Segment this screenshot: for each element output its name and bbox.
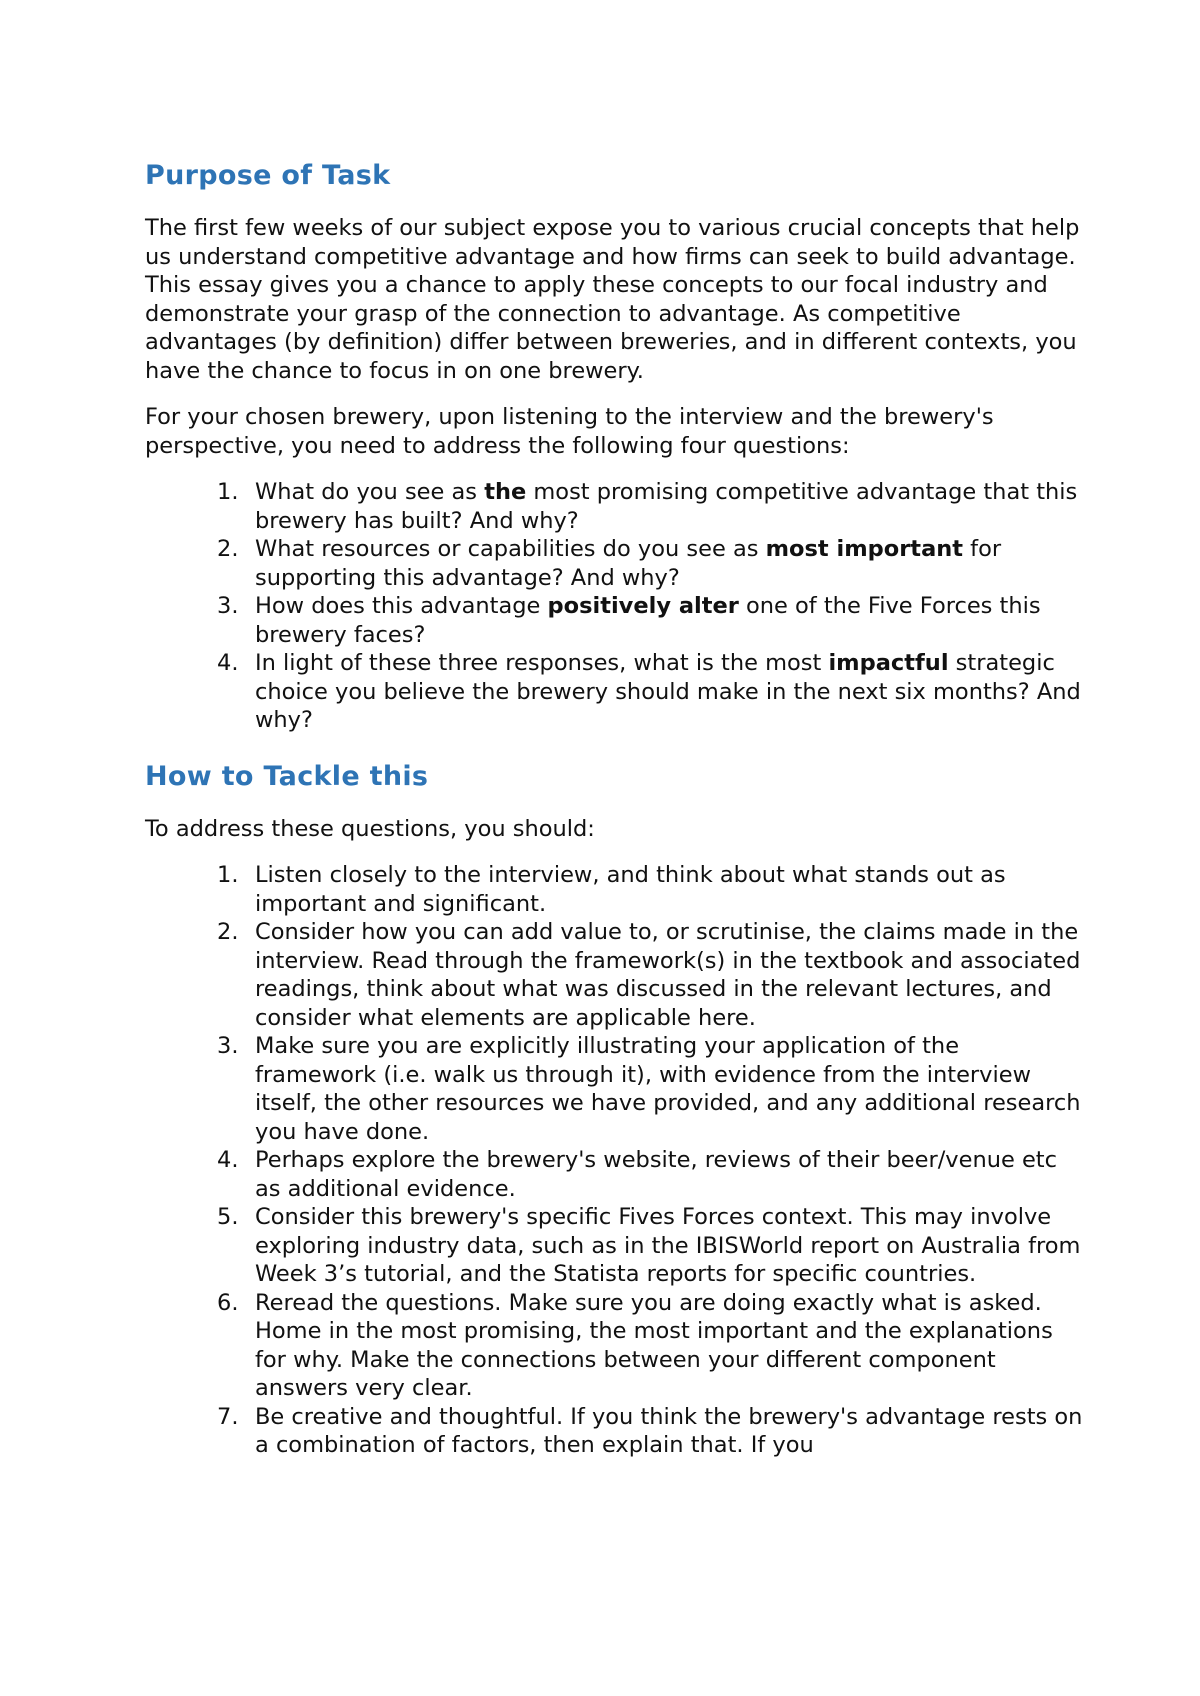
list-number: 1. xyxy=(217,862,239,888)
steps-intro-paragraph: To address these questions, you should: xyxy=(145,815,595,842)
questions-list xyxy=(145,478,1085,735)
section-heading-tackle: How to Tackle this xyxy=(145,760,429,792)
list-number: 2. xyxy=(217,919,239,945)
list-number: 3. xyxy=(217,1033,239,1059)
step-text: Consider how you can add value to, or scrutinise, the claims made in the interview. Read through the framework(s) in the textbook and associated readings, think about what was discussed in the relevant lectures, and consider what elements are applicable here. xyxy=(255,919,1081,1031)
question-item xyxy=(145,592,1085,649)
question-item xyxy=(145,649,1085,735)
question-text: for supporting this advantage? And why? xyxy=(255,536,1002,591)
question-text: one of the Five Forces this brewery faces? xyxy=(255,593,1041,648)
question-emphasis: the xyxy=(484,479,527,505)
list-number: 2. xyxy=(217,536,239,562)
document-body xyxy=(145,158,1085,1478)
question-text: most promising competitive advantage that this brewery has built? And why? xyxy=(255,479,1078,534)
list-number: 3. xyxy=(217,593,239,619)
list-number: 4. xyxy=(217,1147,239,1173)
step-text: Consider this brewery's specific Fives Forces context. This may involve exploring industry data, such as in the IBISWorld report on Australia from Week 3’s tutorial, and the Statista reports for specific countries. xyxy=(255,1204,1081,1287)
question-item xyxy=(145,535,1085,592)
step-text: Listen closely to the interview, and think about what stands out as important and significant. xyxy=(255,862,1006,917)
step-item xyxy=(145,861,1085,918)
step-item xyxy=(145,1203,1085,1289)
question-emphasis: positively alter xyxy=(547,593,739,619)
question-text: What resources or capabilities do you see as xyxy=(255,536,766,562)
section-heading-purpose: Purpose of Task xyxy=(145,160,391,191)
step-item xyxy=(145,1289,1085,1403)
step-text: Be creative and thoughtful. If you think the brewery's advantage rests on a combination of factors, then explain that. If you xyxy=(255,1403,1083,1458)
list-number: 6. xyxy=(217,1289,239,1316)
step-item xyxy=(145,918,1085,1032)
step-text: Perhaps explore the brewery's website, reviews of their beer/venue etc as additional evidence. xyxy=(255,1147,1057,1202)
question-text: In light of these three responses, what is the most xyxy=(255,650,829,676)
question-emphasis: most important xyxy=(765,536,964,562)
question-text: How does this advantage xyxy=(255,593,548,619)
list-number: 4. xyxy=(217,650,239,676)
list-number: 7. xyxy=(217,1403,239,1430)
step-text: Make sure you are explicitly illustrating your application of the framework (i.e. walk us through it), with evidence from the interview itself, the other resources we have provided, and any additional research you have done. xyxy=(255,1033,1081,1145)
step-item xyxy=(145,1032,1085,1146)
step-item xyxy=(145,1146,1085,1203)
list-number: 1. xyxy=(217,479,239,505)
step-text: Reread the questions. Make sure you are doing exactly what is asked. Home in the most promising, the most important and the explanations for why. Make the connections between your different component answers very clear. xyxy=(255,1289,1053,1401)
question-item xyxy=(145,478,1085,535)
steps-list xyxy=(145,861,1085,1460)
list-number: 5. xyxy=(217,1204,239,1230)
question-text: What do you see as xyxy=(255,479,485,505)
questions-intro-paragraph: For your chosen brewery, upon listening to the interview and the brewery's perspective, you need to address the following four questions: xyxy=(145,404,994,459)
purpose-paragraph: The first few weeks of our subject expose you to various crucial concepts that help us understand competitive advantage and how firms can seek to build advantage. This essay gives you a chance to apply these concepts to our focal industry and demonstrate your grasp of the connection to advantage. As competitive advantages (by definition) differ between breweries, and in different contexts, you have the chance to focus in on one brewery. xyxy=(145,215,1080,384)
question-text: strategic choice you believe the brewery should make in the next six months? And why? xyxy=(255,650,1081,733)
step-item xyxy=(145,1403,1085,1460)
question-emphasis: impactful xyxy=(828,650,949,676)
